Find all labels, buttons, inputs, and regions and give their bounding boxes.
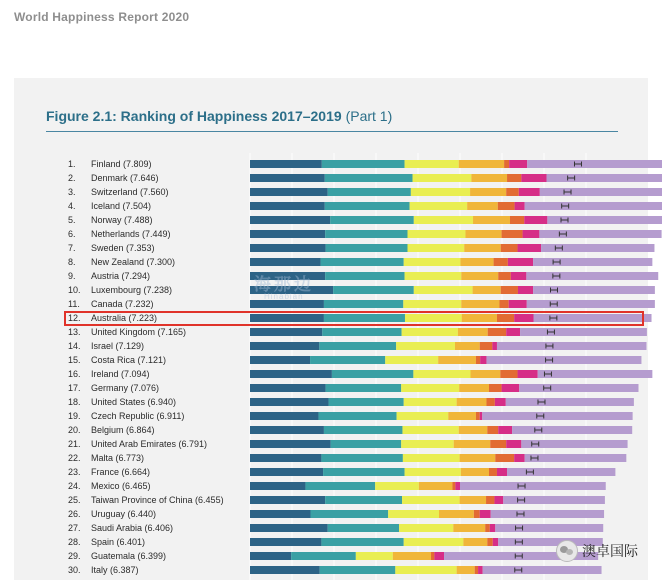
bar-segment [459, 160, 504, 168]
bar-segment [250, 384, 326, 392]
bar-segment [402, 496, 460, 504]
row-rank: 26. [68, 509, 81, 519]
brand-badge [556, 540, 638, 562]
bar-segment [524, 216, 547, 224]
bar-segment [250, 454, 321, 462]
highlight-australia-row [64, 311, 644, 326]
row-country-label: Belgium (6.864) [91, 425, 155, 435]
bar-segment [438, 356, 476, 364]
bar-segment [396, 342, 455, 350]
row-country-label: Spain (6.401) [91, 537, 146, 547]
bar-segment [482, 412, 632, 420]
bar-segment [461, 468, 489, 476]
row-country-label: Australia (7.223) [91, 313, 158, 323]
bar-segment [478, 566, 483, 574]
bar-segment [250, 510, 310, 518]
bar-segment [331, 440, 402, 448]
row-rank: 4. [68, 201, 76, 211]
bar-segment [480, 342, 493, 350]
figure-title-part: (Part 1) [345, 108, 393, 124]
bar-segment [494, 258, 508, 266]
bar-segment [485, 524, 490, 532]
bar-segment [250, 300, 324, 308]
bar-segment [408, 244, 465, 252]
bar-segment [320, 566, 396, 574]
bar-segment [324, 300, 403, 308]
bar-segment [250, 160, 322, 168]
bar-segment [486, 496, 494, 504]
bar-segment [461, 272, 498, 280]
bar-segment [506, 398, 634, 406]
bar-segment [250, 188, 328, 196]
bar-segment [459, 426, 488, 434]
bar-segment [510, 216, 524, 224]
bar-segment [448, 412, 476, 420]
bar-segment [413, 370, 470, 378]
bar-segment [467, 202, 498, 210]
bar-segment [495, 454, 514, 462]
bar-segment [520, 328, 647, 336]
bar-segment [324, 426, 403, 434]
bar-segment [527, 160, 662, 168]
bar-segment [458, 328, 488, 336]
bar-segment [403, 454, 460, 462]
bar-segment [473, 216, 510, 224]
bar-segment [250, 258, 321, 266]
bar-segment [395, 566, 456, 574]
bar-segment [518, 244, 542, 252]
row-country-label: United Arab Emirates (6.791) [91, 439, 208, 449]
bar-segment [388, 510, 439, 518]
bar-segment [488, 328, 506, 336]
bar-segment [399, 524, 453, 532]
row-rank: 13. [68, 327, 81, 337]
bar-segment [439, 510, 474, 518]
bar-segment [540, 188, 662, 196]
bar-segment [473, 286, 501, 294]
bar-segment [489, 468, 497, 476]
row-country-label: Uruguay (6.440) [91, 509, 157, 519]
bar-segment [497, 468, 507, 476]
row-country-label: New Zealand (7.300) [91, 257, 176, 267]
bar-segment [356, 552, 393, 560]
bar-segment [475, 566, 478, 574]
bar-segment [310, 356, 385, 364]
bar-segment [506, 188, 519, 196]
bar-segment [490, 440, 506, 448]
bar-segment [509, 300, 527, 308]
bar-segment [489, 384, 502, 392]
watermark-logo: 海那边 [254, 275, 314, 294]
bar-segment [509, 160, 527, 168]
row-country-label: United Kingdom (7.165) [91, 327, 187, 337]
row-rank: 22. [68, 453, 81, 463]
row-rank: 15. [68, 355, 81, 365]
bar-segment [490, 524, 495, 532]
bar-segment [500, 370, 517, 378]
bar-segment [408, 230, 466, 238]
bar-segment [325, 272, 404, 280]
bar-segment [498, 202, 515, 210]
figure-title-main: Figure 2.1: Ranking of Happiness 2017–2019 [46, 108, 342, 124]
bar-segment [476, 356, 480, 364]
bar-segment [325, 202, 410, 210]
bar-segment [375, 482, 419, 490]
bar-segment [250, 496, 325, 504]
bar-segment [452, 482, 455, 490]
bar-segment [321, 538, 403, 546]
row-country-label: Denmark (7.646) [91, 173, 159, 183]
bar-segment [431, 552, 434, 560]
row-country-label: Ireland (7.094) [91, 369, 150, 379]
row-country-label: Finland (7.809) [91, 159, 152, 169]
bar-segment [494, 496, 503, 504]
bar-segment [403, 300, 461, 308]
bar-segment [405, 160, 459, 168]
bar-segment [318, 412, 396, 420]
bar-segment [487, 538, 492, 546]
bar-segment [411, 188, 470, 196]
row-rank: 29. [68, 551, 81, 561]
row-rank: 9. [68, 271, 76, 281]
bar-segment [321, 454, 402, 462]
row-rank: 10. [68, 285, 81, 295]
bar-segment [470, 188, 506, 196]
bar-segment [486, 356, 641, 364]
bar-segment [250, 398, 329, 406]
bar-segment [405, 272, 462, 280]
bar-segment [519, 384, 638, 392]
bar-segment [507, 468, 615, 476]
bar-segment [419, 482, 453, 490]
bar-segment [326, 384, 402, 392]
row-country-label: Switzerland (7.560) [91, 187, 169, 197]
bar-segment [518, 286, 533, 294]
row-rank: 28. [68, 537, 81, 547]
bar-segment [498, 272, 511, 280]
row-country-label: Israel (7.129) [91, 341, 145, 351]
bar-segment [501, 286, 518, 294]
bar-segment [471, 370, 501, 378]
bar-segment [493, 538, 498, 546]
bar-segment [250, 482, 305, 490]
bar-segment [499, 300, 508, 308]
row-country-label: Guatemala (6.399) [91, 551, 167, 561]
row-country-label: Iceland (7.504) [91, 201, 152, 211]
bar-segment [461, 300, 499, 308]
row-rank: 2. [68, 173, 76, 183]
row-rank: 3. [68, 187, 76, 197]
bar-segment [521, 174, 546, 182]
bar-segment [518, 370, 538, 378]
bar-segment [250, 174, 325, 182]
row-country-label: France (6.664) [91, 467, 151, 477]
bar-segment [514, 454, 525, 462]
bar-segment [328, 188, 411, 196]
bar-segment [547, 174, 662, 182]
bar-segment [506, 328, 520, 336]
row-rank: 23. [68, 467, 81, 477]
row-rank: 7. [68, 243, 76, 253]
bar-segment [405, 468, 461, 476]
bar-segment [533, 258, 652, 266]
wechat-icon [556, 540, 578, 562]
row-rank: 14. [68, 341, 81, 351]
bar-segment [492, 342, 497, 350]
bar-segment [526, 272, 658, 280]
row-country-label: Luxembourg (7.238) [91, 285, 173, 295]
bar-segment [404, 538, 464, 546]
bar-segment [402, 328, 458, 336]
bar-segment [250, 552, 291, 560]
row-rank: 16. [68, 369, 81, 379]
bar-segment [325, 174, 413, 182]
row-rank: 17. [68, 383, 81, 393]
bar-segment [250, 216, 330, 224]
bar-segment [250, 244, 326, 252]
brand-text: 澳卓国际 [582, 543, 638, 559]
row-country-label: Mexico (6.465) [91, 481, 151, 491]
bar-segment [410, 202, 468, 210]
row-country-label: Costa Rica (7.121) [91, 355, 167, 365]
row-rank: 27. [68, 523, 81, 533]
bar-segment [523, 230, 540, 238]
bar-segment [404, 258, 461, 266]
row-rank: 8. [68, 257, 76, 267]
bar-segment [480, 356, 486, 364]
bar-segment [501, 244, 518, 252]
bar-segment [250, 468, 323, 476]
bar-segment [497, 342, 647, 350]
bar-segment [414, 286, 473, 294]
bar-segment [325, 496, 402, 504]
bar-segment [512, 426, 632, 434]
row-rank: 21. [68, 439, 81, 449]
row-country-label: Norway (7.488) [91, 215, 153, 225]
bar-segment [250, 370, 332, 378]
bar-segment [401, 440, 454, 448]
bar-segment [322, 328, 401, 336]
bar-segment [459, 384, 489, 392]
bar-segment [508, 258, 533, 266]
row-rank: 1. [68, 159, 76, 169]
bar-segment [527, 300, 655, 308]
bar-segment [397, 412, 449, 420]
row-country-label: Netherlands (7.449) [91, 229, 171, 239]
bar-segment [454, 440, 491, 448]
bar-segment [464, 244, 501, 252]
row-country-label: Italy (6.387) [91, 565, 139, 575]
bar-segment [321, 258, 404, 266]
row-country-label: United States (6.940) [91, 397, 177, 407]
bar-segment [328, 524, 399, 532]
bar-segment [250, 524, 328, 532]
bar-segment [504, 160, 509, 168]
row-country-label: Taiwan Province of China (6.455) [91, 495, 224, 505]
bar-segment [463, 538, 487, 546]
bar-segment [250, 202, 325, 210]
bar-segment [457, 398, 487, 406]
bar-segment [250, 566, 320, 574]
bar-segment [326, 244, 408, 252]
row-rank: 5. [68, 215, 76, 225]
report-title: World Happiness Report 2020 [14, 10, 190, 24]
bar-segment [495, 524, 603, 532]
row-country-label: Canada (7.232) [91, 299, 154, 309]
bar-segment [385, 356, 438, 364]
bar-segment [491, 510, 604, 518]
row-rank: 30. [68, 565, 81, 575]
bar-segment [434, 552, 444, 560]
bar-segment [483, 566, 602, 574]
bar-segment [480, 412, 483, 420]
bar-segment [250, 356, 310, 364]
bar-segment [460, 454, 496, 462]
row-rank: 24. [68, 481, 81, 491]
bar-segment [250, 328, 322, 336]
row-rank: 11. [68, 299, 80, 309]
bar-segment [250, 426, 324, 434]
row-rank: 19. [68, 411, 81, 421]
bar-segment [393, 552, 431, 560]
bar-segment [476, 412, 480, 420]
row-country-label: Austria (7.294) [91, 271, 151, 281]
row-rank: 6. [68, 229, 76, 239]
bar-segment [538, 370, 653, 378]
bar-segment [310, 510, 388, 518]
bar-segment [480, 510, 491, 518]
bar-segment [455, 342, 480, 350]
bar-segment [330, 216, 414, 224]
bar-segment [402, 426, 458, 434]
row-country-label: Malta (6.773) [91, 453, 145, 463]
row-rank: 18. [68, 397, 81, 407]
bar-segment [506, 440, 521, 448]
bar-segment [319, 342, 396, 350]
bar-segment [460, 482, 606, 490]
bar-segment [460, 258, 493, 266]
bar-segment [325, 230, 407, 238]
bar-segment [332, 370, 413, 378]
bar-segment [471, 174, 507, 182]
bar-segment [413, 174, 472, 182]
bar-segment [305, 482, 375, 490]
bar-segment [250, 342, 319, 350]
bar-segment [291, 552, 356, 560]
bar-segment [250, 412, 318, 420]
bar-segment [404, 398, 457, 406]
bar-segment [515, 202, 525, 210]
bar-segment [453, 524, 485, 532]
bar-segment [519, 188, 540, 196]
bar-segment [401, 384, 459, 392]
bar-segment [323, 468, 404, 476]
bar-segment [465, 230, 501, 238]
bar-segment [474, 510, 480, 518]
bar-segment [511, 272, 527, 280]
bar-segment [455, 482, 460, 490]
bar-segment [539, 230, 661, 238]
bar-segment [487, 426, 498, 434]
bar-segment [502, 384, 520, 392]
bar-segment [322, 160, 405, 168]
row-rank: 20. [68, 425, 81, 435]
bar-segment [250, 440, 331, 448]
bar-segment [250, 230, 325, 238]
bar-segment [250, 538, 321, 546]
bar-segment [414, 216, 473, 224]
row-country-label: Sweden (7.353) [91, 243, 155, 253]
bar-segment [329, 398, 404, 406]
bar-segment [525, 202, 662, 210]
bar-segment [486, 398, 494, 406]
bar-segment [333, 286, 414, 294]
bar-segment [498, 426, 512, 434]
bar-segment [457, 566, 475, 574]
row-rank: 12. [68, 313, 81, 323]
bar-segment [525, 454, 627, 462]
row-country-label: Germany (7.076) [91, 383, 160, 393]
row-rank: 25. [68, 495, 81, 505]
bar-segment [502, 230, 523, 238]
row-country-label: Czech Republic (6.911) [91, 411, 185, 421]
bar-segment [507, 174, 521, 182]
row-country-label: Saudi Arabia (6.406) [91, 523, 174, 533]
bar-segment [495, 398, 506, 406]
watermark-sub: Hinabian [264, 292, 304, 301]
bar-segment [460, 496, 486, 504]
